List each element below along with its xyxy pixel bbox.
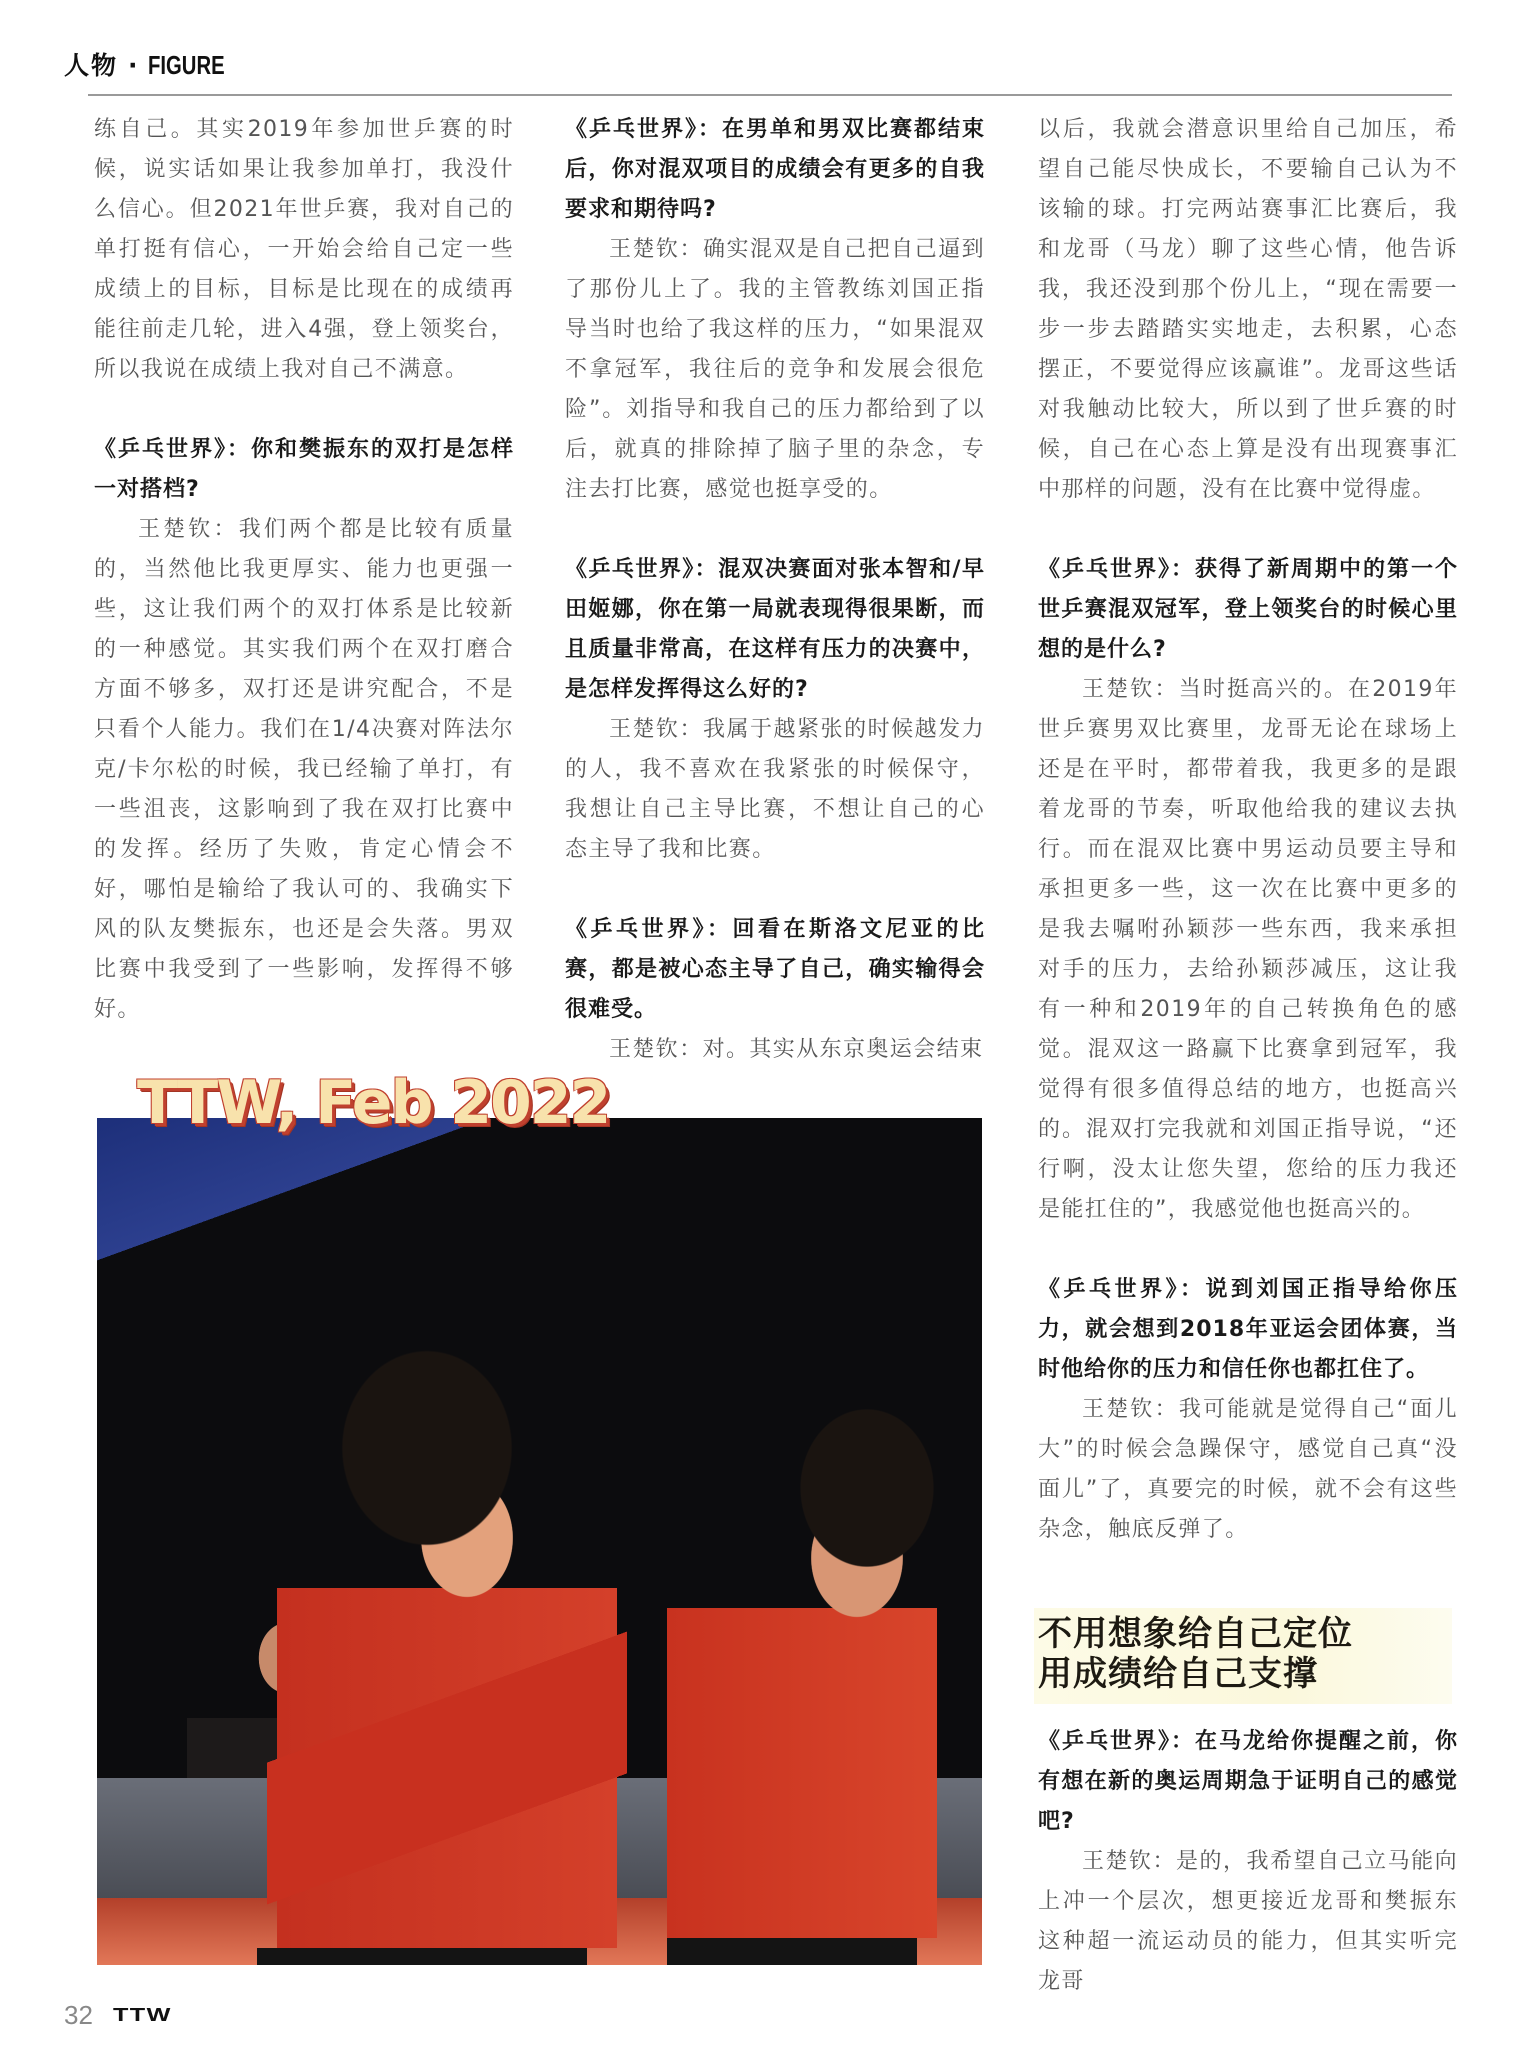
page-footer	[64, 2000, 172, 2031]
continued-paragraph: 练自己。其实2019年参加世乒赛的时候，说实话如果让我参加单打，我没什么信心。但2021年世乒赛，我对自己的单打挺有信心，一开始会给自己定一些成绩上的目标，目标是比现在的成绩再能往前走几轮，进入4强，登上领奖台，所以我说在成绩上我对自己不满意。	[94, 117, 514, 382]
continued-paragraph: 以后，我就会潜意识里给自己加压，希望自己能尽快成长，不要输自己认为不该输的球。打完两站赛事汇比赛后，我和龙哥（马龙）聊了这些心情，他告诉我，我还没到那个份儿上，“现在需要一步一步去踏踏实实地走，去积累，心态摆正，不要觉得应该赢谁”。龙哥这些话对我触动比较大，所以到了世乒赛的时候，自己在心态上算是没有出现赛事汇中那样的问题，没有在比赛中觉得虚。	[1038, 117, 1458, 502]
interview-question: 《乒乓世界》：你和樊振东的双打是怎样一对搭档?	[94, 437, 514, 502]
article-column-3	[1038, 110, 1458, 1550]
interview-question: 《乒乓世界》：说到刘国正指导给你压力，就会想到2018年亚运会团体赛，当时他给你的压力和信任你也都扛住了。	[1038, 1277, 1458, 1382]
interview-answer: 王楚钦：我可能就是觉得自己“面儿大”的时候会急躁保守，感觉自己真“没面儿”了，真要完的时候，就不会有这些杂念，触底反弹了。	[1038, 1397, 1458, 1542]
photo-source-caption: TTW, Feb 2022	[137, 1068, 610, 1138]
article-column-2	[565, 110, 985, 1070]
interview-question: 《乒乓世界》：在男单和男双比赛都结束后，你对混双项目的成绩会有更多的自我要求和期待吗?	[565, 117, 985, 222]
interview-answer: 王楚钦：是的，我希望自己立马能向上冲一个层次，想更接近龙哥和樊振东这种超一流运动员的能力，但其实听完龙哥	[1038, 1849, 1458, 1994]
interview-question: 《乒乓世界》：混双决赛面对张本智和/早田姬娜，你在第一局就表现得很果断，而且质量非常高，在这样有压力的决赛中，是怎样发挥得这么好的?	[565, 557, 985, 702]
interview-question: 《乒乓世界》：回看在斯洛文尼亚的比赛，都是被心态主导了自己，确实输得会很难受。	[565, 917, 985, 1022]
section-subheading	[1034, 1608, 1452, 1704]
paragraph-gap	[565, 510, 985, 550]
header-divider	[88, 94, 1452, 96]
subheading-line-2: 用成绩给自己支撑	[1038, 1654, 1318, 1694]
subheading-line-1: 不用想象给自己定位	[1038, 1614, 1353, 1654]
interview-question: 《乒乓世界》：在马龙给你提醒之前，你有想在新的奥运周期急于证明自己的感觉吧?	[1038, 1729, 1458, 1834]
article-column-1	[94, 110, 514, 1030]
interview-answer: 王楚钦：当时挺高兴的。在2019年世乒赛男双比赛里，龙哥无论在球场上还是在平时，都带着我，我更多的是跟着龙哥的节奏，听取他给我的建议去执行。而在混双比赛中男运动员要主导和承担更多一些，这一次在比赛中更多的是我去嘱咐孙颖莎一些东西，我来承担对手的压力，去给孙颖莎减压，这让我有一种和2019年的自己转换角色的感觉。混双这一路赢下比赛拿到冠军，我觉得有很多值得总结的地方，也挺高兴的。混双打完我就和刘国正指导说，“还行啊，没太让您失望，您给的压力我还是能扛住的”，我感觉他也挺高兴的。	[1038, 677, 1458, 1222]
interview-answer: 王楚钦：确实混双是自己把自己逼到了那份儿上了。我的主管教练刘国正指导当时也给了我这样的压力，“如果混双不拿冠军，我往后的竞争和发展会很危险”。刘指导和我自己的压力都给到了以后，就真的排除掉了脑子里的杂念，专注去打比赛，感觉也挺享受的。	[565, 237, 985, 502]
paragraph-gap	[565, 870, 985, 910]
section-header	[64, 46, 246, 82]
page-number: 32	[64, 2000, 93, 2030]
paragraph-gap	[1038, 510, 1458, 550]
interview-question: 《乒乓世界》：获得了新周期中的第一个世乒赛混双冠军，登上领奖台的时候心里想的是什么?	[1038, 557, 1458, 662]
article-column-3-lower	[1038, 1722, 1458, 2002]
magazine-brand: TTW	[112, 2005, 172, 2025]
section-title-zh: 人物	[64, 51, 119, 80]
section-title-en: FIGURE	[147, 50, 225, 80]
interview-answer: 王楚钦：我属于越紧张的时候越发力的人，我不喜欢在我紧张的时候保守，我想让自己主导比赛，不想让自己的心态主导了我和比赛。	[565, 717, 985, 862]
players-celebration-photo	[97, 1118, 982, 1965]
interview-answer: 王楚钦：我们两个都是比较有质量的，当然他比我更厚实、能力也更强一些，这让我们两个的双打体系是比较新的一种感觉。其实我们两个在双打磨合方面不够多，双打还是讲究配合，不是只看个人能力。我们在1/4决赛对阵法尔克/卡尔松的时候，我已经输了单打，有一些沮丧，这影响到了我在双打比赛中的发挥。经历了失败，肯定心情会不好，哪怕是输给了我认可的、我确实下风的队友樊振东，也还是会失落。男双比赛中我受到了一些影响，发挥得不够好。	[94, 517, 514, 1022]
paragraph-gap	[1038, 1230, 1458, 1270]
interview-answer: 王楚钦：对。其实从东京奥运会结束	[609, 1037, 984, 1062]
section-separator: ·	[128, 51, 138, 80]
paragraph-gap	[94, 390, 514, 430]
